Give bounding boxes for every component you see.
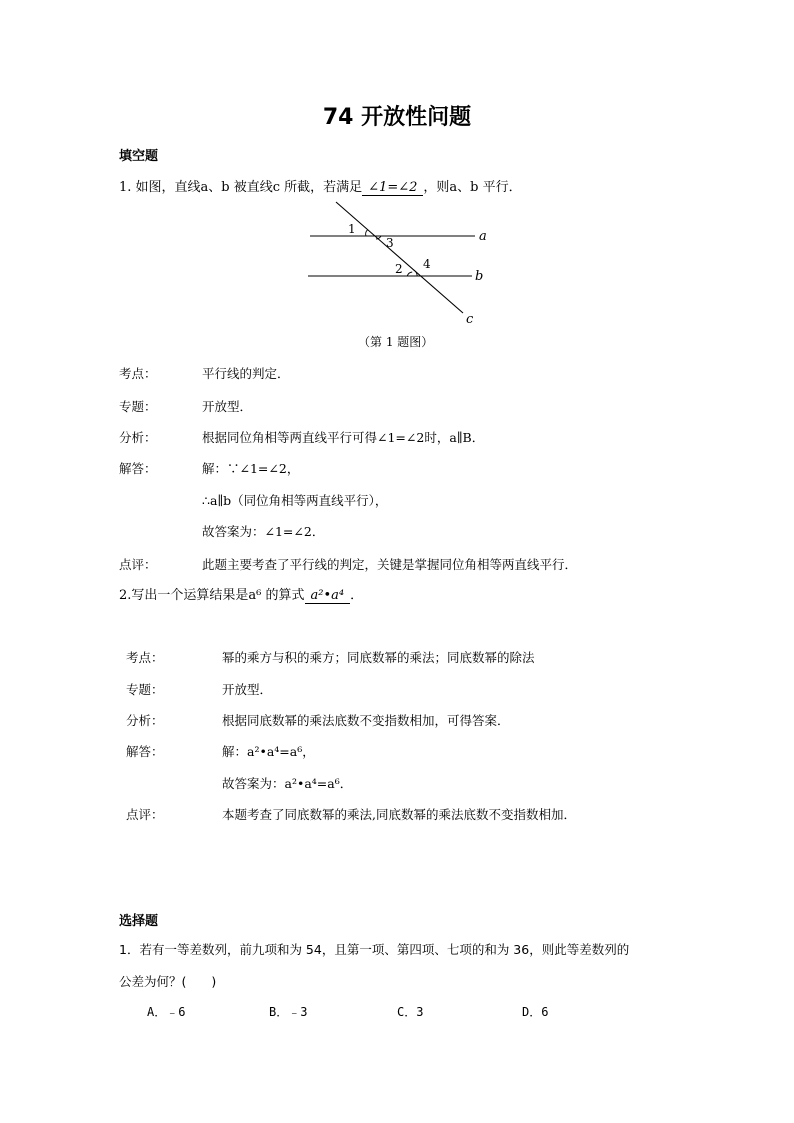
page-title: 74 开放性问题 [322, 105, 472, 130]
line-c [336, 202, 463, 313]
q1-row-label: 专题： [119, 399, 157, 414]
q2-row-value: 幂的乘方与积的乘方；同底数幂的乘法；同底数幂的除法 [222, 650, 535, 665]
q2-row-value: 根据同底数幂的乘法底数不变指数相加，可得答案． [222, 713, 510, 728]
q1-row-label: 点评： [119, 557, 157, 572]
q1-row-label: 考点： [119, 366, 157, 381]
figure-caption: （第 1 题图） [358, 335, 434, 349]
question-2-stem-before: 2.写出一个运算结果是a⁶ 的算式 [119, 588, 305, 603]
angle-4-label: 4 [423, 257, 431, 271]
option-c[interactable]: C．3 [397, 1005, 424, 1019]
section-heading-fill-blank: 填空题 [119, 149, 159, 164]
line-b-label: b [475, 269, 484, 284]
q2-row-label: 点评： [126, 807, 164, 822]
line-a-label: a [479, 229, 487, 244]
q2-row-label: 分析： [126, 713, 164, 728]
q1-row-value: 此题主要考查了平行线的判定，关键是掌握同位角相等两直线平行． [202, 557, 578, 572]
line-c-label: c [466, 312, 474, 327]
q1-row-label: 分析： [119, 430, 157, 445]
q1-row-label: 解答： [119, 461, 157, 476]
q1-row-value: 故答案为：∠1=∠2． [202, 524, 325, 539]
q2-row-label: 专题： [126, 682, 164, 697]
option-d[interactable]: D．6 [522, 1005, 549, 1019]
q2-row-label: 解答： [126, 744, 164, 759]
parallel-lines-figure [300, 195, 500, 330]
q2-row-value: 故答案为：a²•a⁴=a⁶． [222, 776, 353, 791]
option-b[interactable]: B．﹣3 [269, 1005, 308, 1019]
q2-row-value: 开放型． [222, 682, 273, 697]
angle-1-label: 1 [348, 222, 356, 236]
section-heading-multiple-choice: 选择题 [119, 914, 159, 929]
q2-row-value: 解：a²•a⁴=a⁶， [222, 744, 315, 759]
q1-row-value: 开放型． [202, 399, 253, 414]
q1-row-value: 根据同位角相等两直线平行可得∠1=∠2时，a∥B． [202, 430, 485, 445]
angle-3-label: 3 [386, 236, 394, 250]
question-1-stem [119, 176, 522, 196]
question-2-stem-after: ． [350, 588, 364, 603]
q1-row-value: ∴a∥b（同位角相等两直线平行）， [202, 493, 388, 508]
q2-row-value: 本题考查了同底数幂的乘法,同底数幂的乘法底数不变指数相加． [222, 807, 576, 822]
question-1-stem-after: ，则a、b 平行． [423, 180, 522, 195]
mc-question-1-line-2: 公差为何？( ) [119, 974, 217, 989]
question-2-stem [119, 584, 363, 604]
q1-row-value: 平行线的判定． [202, 366, 290, 381]
question-1-answer: ∠1=∠2 [362, 180, 423, 196]
mc-question-1-line-1: 1．若有一等差数列，前九项和为 54，且第一项、第四项、七项的和为 36，则此等差数列的 [119, 942, 630, 957]
angle-2-label: 2 [395, 262, 403, 276]
question-2-answer: a²•a⁴ [305, 588, 351, 604]
angle-1-arc [366, 230, 368, 236]
q1-row-value: 解：∵∠1=∠2， [202, 461, 300, 476]
angle-2-arc [407, 272, 412, 276]
option-a[interactable]: A．﹣6 [147, 1005, 186, 1019]
question-1-stem-before: 1. 如图，直线a、b 被直线c 所截，若满足 [119, 180, 363, 195]
q2-row-label: 考点： [126, 650, 164, 665]
